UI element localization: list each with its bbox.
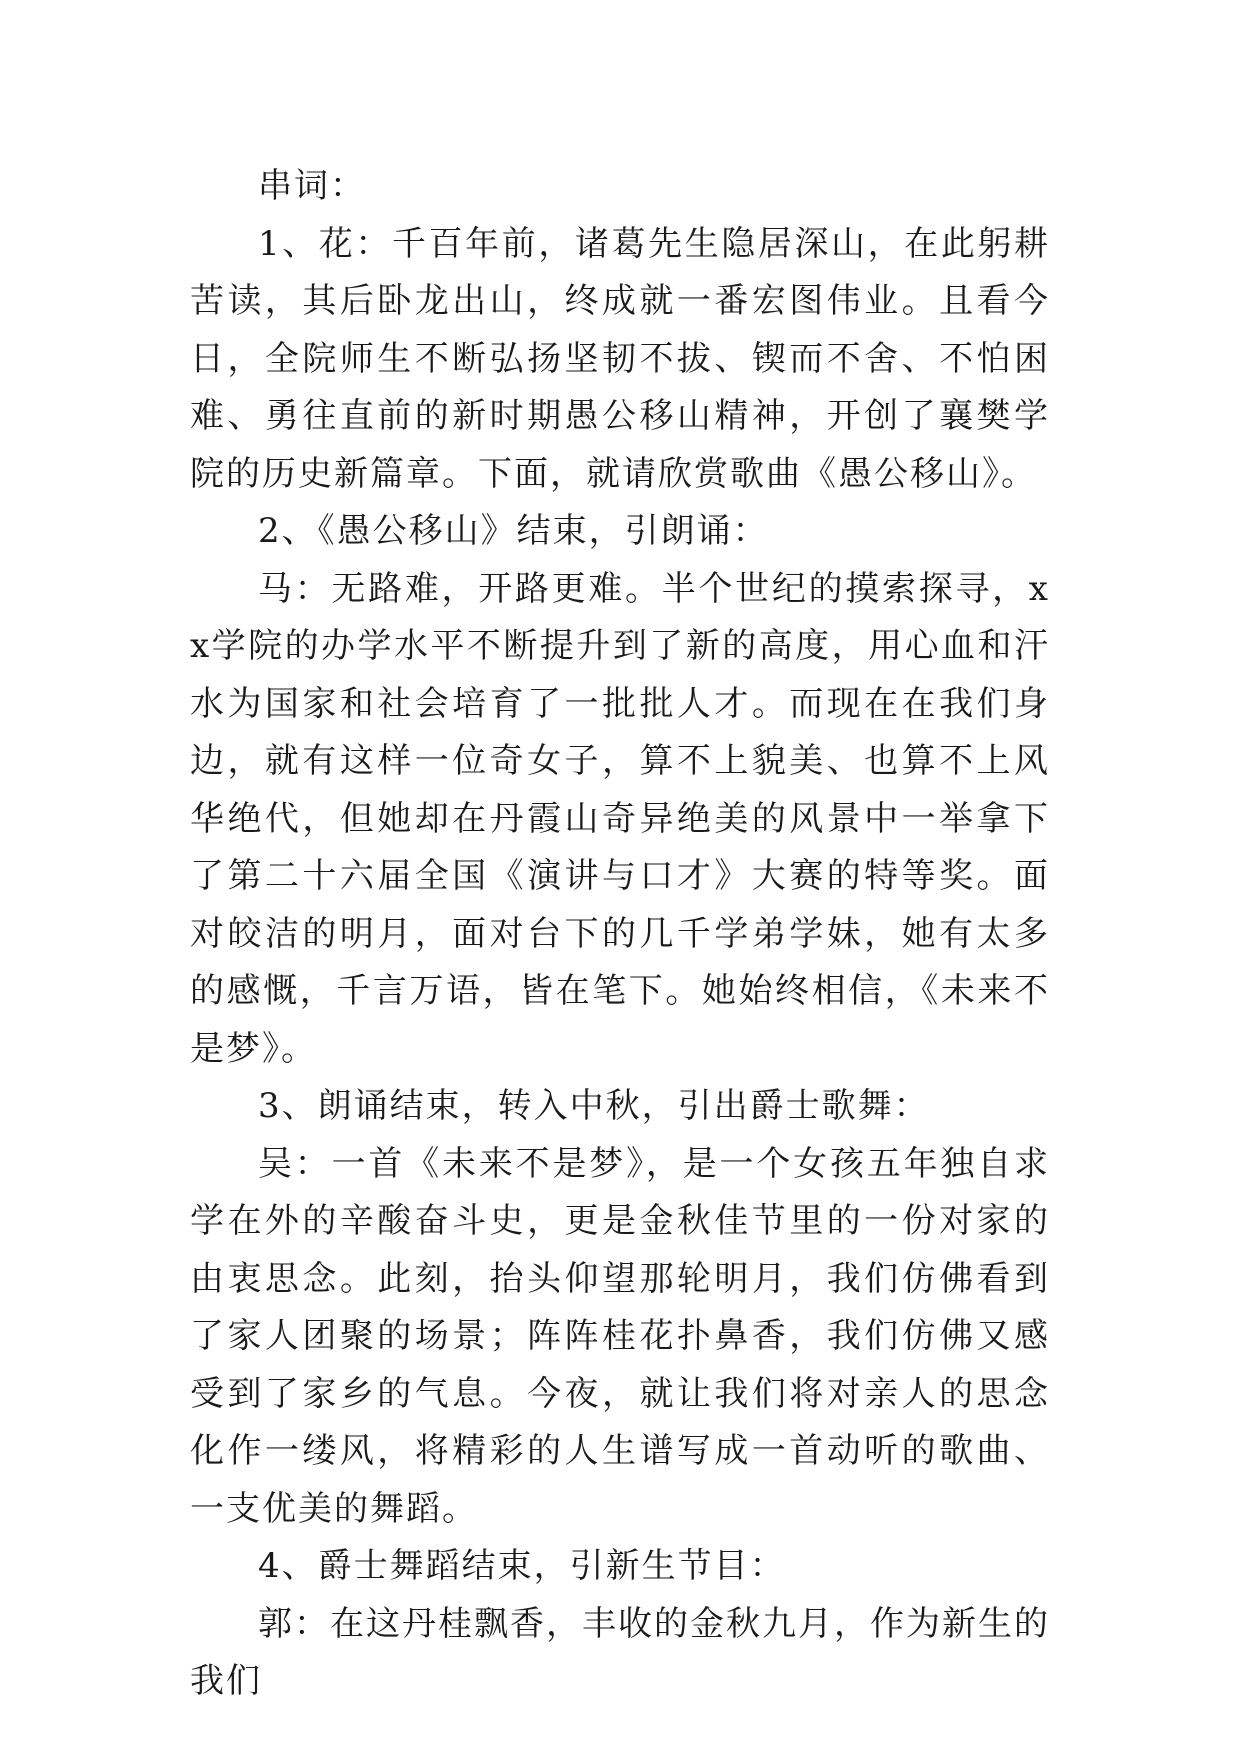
paragraph-6: 4、爵士舞蹈结束，引新生节目：: [258, 1546, 786, 1586]
document-body: [190, 158, 1050, 1711]
paragraph-5: 吴：一首《未来不是梦》，是一个女孩五年独自求学在外的辛酸奋斗史，更是金秋佳节里的一份对家的由衷思念。此刻，抬头仰望那轮明月，我们仿佛看到了家人团聚的场景；阵阵桂花扑鼻香，我们仿佛又感受到了家乡的气息。今夜，就让我们将对亲人的思念化作一缕风，将精彩的人生谱写成一首动听的歌曲、一支优美的舞蹈。: [190, 1143, 1050, 1529]
paragraph-1: 1、花：千百年前，诸葛先生隐居深山，在此躬耕苦读，其后卧龙出山，终成就一番宏图伟业。且看今日，全院师生不断弘扬坚韧不拔、锲而不舍、不怕困难、勇往直前的新时期愚公移山精神，开创了襄樊学院的历史新篇章。下面，就请欣赏歌曲《愚公移山》。: [190, 223, 1050, 494]
paragraph-heading: 串词：: [258, 166, 366, 206]
paragraph-3: 马：无路难，开路更难。半个世纪的摸索探寻，xx学院的办学水平不断提升到了新的高度，用心血和汗水为国家和社会培育了一批批人才。而现在在我们身边，就有这样一位奇女子，算不上貌美、也算不上风华绝代，但她却在丹霞山奇异绝美的风景中一举拿下了第二十六届全国《演讲与口才》大赛的特等奖。面对皎洁的明月，面对台下的几千学弟学妹，她有太多的感慨，千言万语，皆在笔下。她始终相信，《未来不是梦》。: [190, 568, 1050, 1069]
paragraph-7: 郭：在这丹桂飘香，丰收的金秋九月，作为新生的我们: [190, 1603, 1050, 1701]
paragraph-4: 3、朗诵结束，转入中秋，引出爵士歌舞：: [258, 1086, 930, 1126]
paragraph-2: 2、《愚公移山》结束，引朗诵：: [258, 511, 769, 551]
